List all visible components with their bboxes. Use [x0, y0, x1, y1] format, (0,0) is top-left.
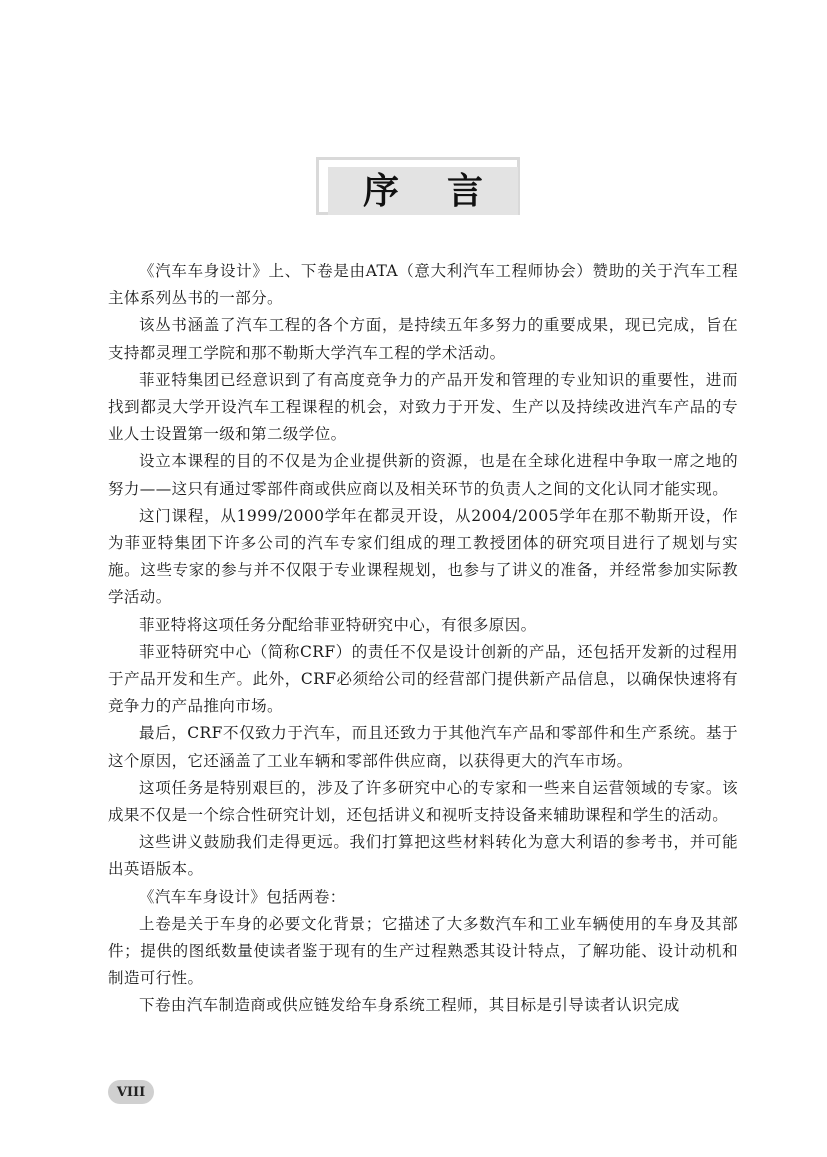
paragraph: 这门课程，从1999/2000学年在都灵开设，从2004/2005学年在那不勒斯开设，作为菲亚特集团下许多公司的汽车专家们组成的理工教授团体的研究项目进行了规划与实施。这些专家的参与并不仅限于专业课程规划，也参与了讲义的准备，并经常参加实际教学活动。: [108, 506, 738, 607]
paragraph: 菲亚特将这项任务分配给菲亚特研究中心，有很多原因。: [139, 615, 537, 634]
preface-title: [316, 157, 524, 219]
paragraph: 设立本课程的目的不仅是为企业提供新的资源，也是在全球化进程中争取一席之地的努力——这只有通过零部件商或供应商以及相关环节的负责人之间的文化认同才能实现。: [108, 452, 738, 498]
title-char-2: 言: [447, 170, 484, 212]
paragraph: 上卷是关于车身的必要文化背景；它描述了大多数汽车和工业车辆使用的车身及其部件；提供的图纸数量使读者鉴于现有的生产过程熟悉其设计特点，了解功能、设计动机和制造可行性。: [108, 914, 738, 988]
paragraph: 菲亚特研究中心（简称CRF）的责任不仅是设计创新的产品，还包括开发新的过程用于产品开发和生产。此外，CRF必须给公司的经营部门提供新产品信息，以确保快速将有竞争力的产品推向市场。: [108, 642, 738, 716]
title-char-1: 序: [362, 170, 399, 212]
paragraph: 最后，CRF不仅致力于汽车，而且还致力于其他汽车产品和零部件和生产系统。基于这个原因，它还涵盖了工业车辆和零部件供应商，以获得更大的汽车市场。: [108, 724, 738, 770]
page-number: VIII: [108, 1080, 154, 1104]
paragraph: 这项任务是特别艰巨的，涉及了许多研究中心的专家和一些来自运营领域的专家。该成果不仅是一个综合性研究计划，还包括讲义和视听支持设备来辅助课程和学生的活动。: [108, 778, 738, 825]
paragraph: 《汽车车身设计》包括两卷：: [139, 887, 346, 906]
paragraph: 《汽车车身设计》上、下卷是由ATA（意大利汽车工程师协会）赞助的关于汽车工程主体系列丛书的一部分。: [108, 262, 738, 308]
paragraph: 菲亚特集团已经意识到了有高度竞争力的产品开发和管理的专业知识的重要性，进而找到都灵大学开设汽车工程课程的机会，对致力于开发、生产以及持续改进汽车产品的专业人士设置第一级和第二级学位。: [108, 370, 738, 444]
paragraph: 该丛书涵盖了汽车工程的各个方面，是持续五年多努力的重要成果，现已完成，旨在支持都灵理工学院和那不勒斯大学汽车工程的学术活动。: [108, 316, 738, 362]
paragraph: 这些讲义鼓励我们走得更远。我们打算把这些材料转化为意大利语的参考书，并可能出英语版本。: [108, 833, 738, 879]
paragraph: 下卷由汽车制造商或供应链发给车身系统工程师，其目标是引导读者认识完成: [139, 996, 680, 1015]
preface-body: [108, 258, 738, 1020]
page-title: [328, 167, 518, 215]
